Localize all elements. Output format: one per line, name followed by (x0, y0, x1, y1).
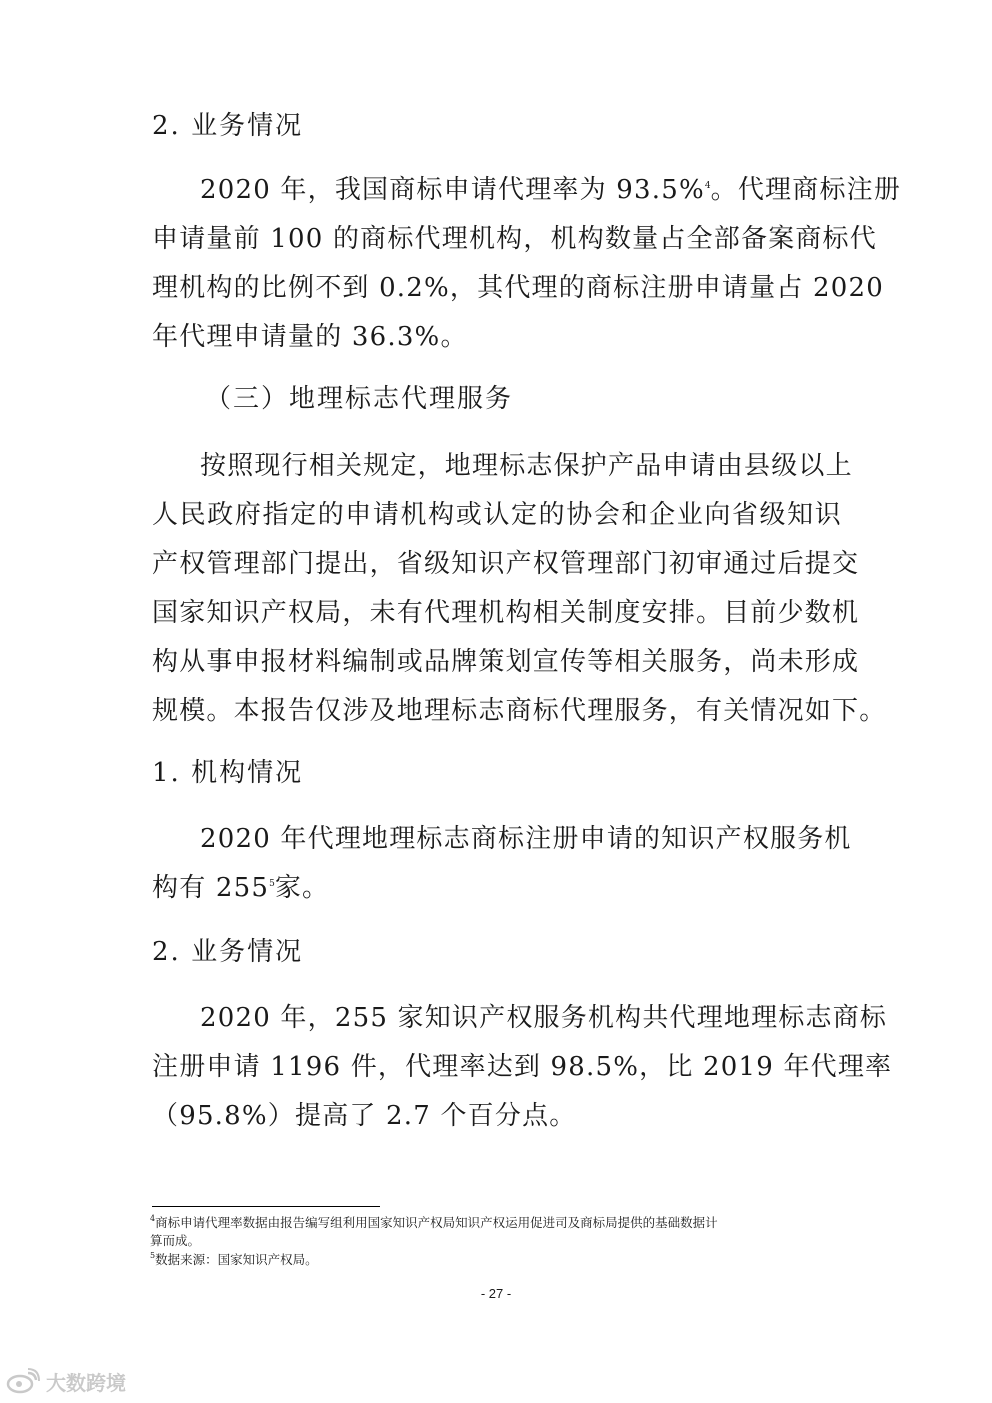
paragraph-line: 2020 年，我国商标申请代理率为 93.5%$^4$。代理商标注册 (200, 175, 902, 205)
footnote-ref-4[interactable]: 4 (704, 181, 711, 191)
footnote-ref-5[interactable]: 5 (269, 879, 275, 889)
paragraph-line: 2020 年代理地理标志商标注册申请的知识产权服务机 (200, 824, 852, 854)
paragraph-line: 2020 年，255 家知识产权服务机构共代理地理标志商标 (200, 1003, 888, 1033)
footnote-4-cont: 算而成。 (150, 1233, 201, 1248)
paragraph-line: 产权管理部门提出，省级知识产权管理部门初审通过后提交 (152, 549, 860, 579)
paragraph-line: 构从事申报材料编制或品牌策划宣传等相关服务，尚未形成 (152, 647, 860, 677)
footnote-separator (152, 1206, 380, 1207)
paragraph-line: 年代理申请量的 36.3%。 (152, 322, 468, 352)
paragraph-line: 国家知识产权局，未有代理机构相关制度安排。目前少数机 (152, 598, 860, 628)
paragraph-line: 构有 $255^5$家。 (152, 873, 330, 903)
section-heading-business: 2. 业务情况 (152, 111, 304, 141)
section-heading-institutions: 1. 机构情况 (152, 758, 304, 788)
page-number: - 27 - (480, 1286, 512, 1301)
paragraph-line: 申请量前 100 的商标代理机构，机构数量占全部备案商标代 (152, 224, 877, 254)
section-heading-business-2: 2. 业务情况 (152, 937, 304, 967)
weibo-logo-icon (6, 1368, 40, 1394)
footnote-5: $^5$数据来源：国家知识产权局。 (150, 1251, 318, 1267)
footnote-4: $^4$商标申请代理率数据由报告编写组利用国家知识产权局知识产权运用促进司及商标局提供的基础数据计 (150, 1214, 718, 1230)
section-heading-gi: （三）地理标志代理服务 (205, 384, 514, 414)
paragraph-line: 注册申请 1196 件，代理率达到 98.5%，比 2019 年代理率 (152, 1052, 893, 1082)
paragraph-line: 理机构的比例不到 0.2%，其代理的商标注册申请量占 2020 (152, 273, 884, 303)
paragraph-line: 规模。本报告仅涉及地理标志商标代理服务，有关情况如下。 (152, 696, 887, 726)
paragraph-line: 按照现行相关规定，地理标志保护产品申请由县级以上 (200, 451, 853, 481)
paragraph-line: 人民政府指定的申请机构或认定的协会和企业向省级知识 (152, 500, 842, 530)
watermark-text: 大数跨境 (46, 1370, 126, 1395)
watermark (6, 1366, 126, 1396)
paragraph-line: （95.8%）提高了 2.7 个百分点。 (152, 1101, 577, 1131)
